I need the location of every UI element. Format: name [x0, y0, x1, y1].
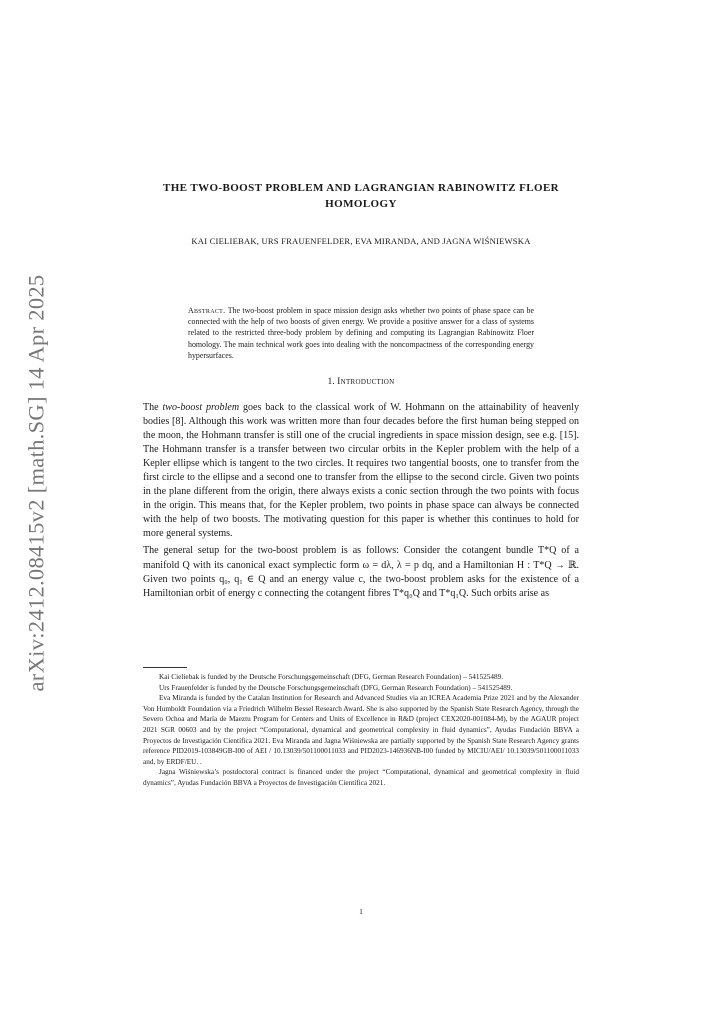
abstract	[188, 305, 534, 361]
paragraph-text: goes back to the classical work of W. Hohmann on the attainability of heavenly bodies [8]. Although this work was written more than four decades before the first human being stepped on the moon, the Hohmann transfer is still one of the crucial ingredients in space mission design, see e.g. [15]. The Hohmann transfer is a transfer between two circular orbits in the Kepler problem with the help of a Kepler ellipse which is tangent to the two circles. It requires two tangential boosts, one to transfer from the first circle to the ellipse and a second one to transfer from the ellipse to the second circle. Given two points in the plane different from the origin, there always exists a conic section through the two points with focus in the origin. This means that, for the Kepler problem, two points in phase space can always be connected with the help of two boosts. The motivating question for this paper is whether this continues to hold for more general systems.	[143, 402, 580, 540]
section-heading	[143, 376, 579, 387]
arxiv-identifier-text: arXiv:2412.08415v2 [math.SG] 14 Apr 2025	[23, 274, 48, 692]
footnote-separator	[143, 667, 187, 668]
footnote: Eva Miranda is funded by the Catalan Institution for Research and Advanced Studies via an ICREA Academia Prize 2021 and by the Alexander Von Humboldt Foundation via a Friedrich Wilhelm Bessel Research Award. She is also supported by the Spanish State Research Agency, through the Severo Ochoa and María de Maeztu Program for Centers and Units of Excellence in R&D (project CEX2020-001084-M), by the AGAUR project 2021 SGR 00603 and by the project “Computational, dynamical and geometrical complexity in fluid dynamics”, Ayudas Fundación BBVA a Proyectos de Investigación Científica 2021. Eva Miranda and Jagna Wiśniewska are partially supported by the Spanish State Research Agency grants reference PID2019-103849GB-I00 of AEI / 10.13039/501100011033 and PID2023-146936NB-I00 funded by MICIU/AEI/ 10.13039/501100011033 and, by ERDF/EU. .	[143, 694, 579, 766]
abstract-text: The two-boost problem in space mission design asks whether two points of phase space can be connected with the help of two boosts of given energy. We provide a positive answer for a class of systems related to the restricted three-body problem by defining and computing its Lagrangian Rabinowitz Floer homology. The main technical work goes into dealing with the noncompactness of the corresponding energy hypersurfaces.	[188, 306, 534, 360]
paper-title: THE TWO-BOOST PROBLEM AND LAGRANGIAN RABINOWITZ FLOER HOMOLOGY	[162, 182, 560, 210]
emphasized-term: two-boost problem	[162, 402, 240, 413]
arxiv-identifier-stamp	[22, 274, 50, 692]
introduction-body	[143, 401, 579, 601]
abstract-label: Abstract.	[188, 306, 226, 315]
section-number: 1.	[327, 376, 335, 387]
author-list: KAI CIELIEBAK, URS FRAUENFELDER, EVA MIRANDA, AND JAGNA WIŚNIEWSKA	[191, 236, 531, 246]
footnote: Kai Cieliebak is funded by the Deutsche Forschungsgemeinschaft (DFG, German Research Foundation) – 541525489.	[159, 673, 504, 681]
section-title: Introduction	[337, 376, 395, 387]
paragraph	[143, 401, 579, 541]
footnotes	[143, 672, 579, 789]
page-number: 1	[359, 907, 363, 916]
paragraph-text: The	[143, 402, 163, 413]
footnote: Jagna Wiśniewska’s postdoctoral contract is financed under the project “Computational, dynamical and geometrical complexity in fluid dynamics”, Ayudas Fundación BBVA a Proyectos de Investigación Científica 2021.	[143, 768, 579, 787]
footnote: Urs Frauenfelder is funded by the Deutsche Forschungsgemeinschaft (DFG, German Research Foundation) – 541525489.	[159, 683, 513, 692]
paragraph: The general setup for the two-boost problem is as follows: Consider the cotangent bundle T*Q of a manifold Q with its canonical exact symplectic form ω = dλ, λ = p dq, and a Hamiltonian H : T*Q → ℝ. Given two points q₀, q₁ ∈ Q and an energy value c, the two-boost problem asks for the existence of a Hamiltonian orbit of energy c connecting the cotangent fibres T*q₀Q and T*q₁Q. Such orbits arise as	[143, 545, 579, 599]
